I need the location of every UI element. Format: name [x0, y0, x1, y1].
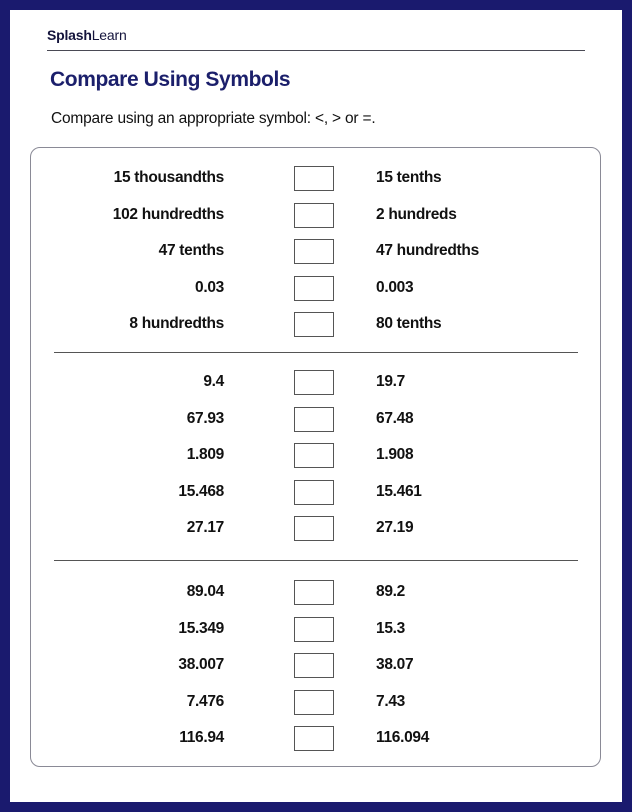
problem-row — [31, 443, 600, 469]
problem-row — [31, 480, 600, 506]
problem-row — [31, 617, 600, 643]
brand-logo — [47, 27, 127, 43]
problem-row — [31, 653, 600, 679]
left-value: 7.476 — [186, 692, 224, 710]
left-value: 15 thousandths — [113, 169, 224, 186]
right-value: 15.3 — [376, 619, 405, 637]
left-value: 1.809 — [186, 446, 224, 463]
answer-box[interactable] — [294, 480, 334, 505]
left-value: 8 hundredths — [129, 315, 224, 332]
brand-logo-regular: Learn — [91, 27, 127, 43]
right-value: 15.461 — [376, 482, 422, 500]
worksheet-page — [10, 10, 622, 802]
right-value: 2 hundreds — [376, 205, 457, 223]
right-value: 80 tenths — [376, 315, 442, 332]
problem-row — [31, 407, 600, 433]
answer-box[interactable] — [294, 239, 334, 264]
answer-box[interactable] — [294, 690, 334, 715]
problem-row — [31, 580, 600, 606]
left-value: 15.349 — [178, 619, 224, 637]
answer-box[interactable] — [294, 726, 334, 751]
instructions: Compare using an appropriate symbol: <, > or =. — [51, 110, 376, 127]
answer-box[interactable] — [294, 516, 334, 541]
answer-box[interactable] — [294, 407, 334, 432]
left-value: 89.04 — [186, 583, 224, 600]
problem-row — [31, 312, 600, 338]
right-value: 47 hundredths — [376, 242, 479, 259]
answer-box[interactable] — [294, 276, 334, 301]
problem-row — [31, 166, 600, 192]
section-divider — [54, 352, 578, 353]
right-value: 0.003 — [376, 278, 414, 296]
right-value: 38.07 — [376, 656, 414, 673]
answer-box[interactable] — [294, 203, 334, 228]
right-value: 1.908 — [376, 446, 414, 463]
problem-row — [31, 690, 600, 716]
left-value: 102 hundredths — [112, 205, 224, 223]
answer-box[interactable] — [294, 653, 334, 678]
right-value: 15 tenths — [376, 169, 442, 186]
left-value: 15.468 — [178, 482, 224, 500]
answer-box[interactable] — [294, 580, 334, 605]
problem-row — [31, 203, 600, 229]
section-divider — [54, 560, 578, 561]
page-title: Compare Using Symbols — [50, 68, 291, 91]
answer-box[interactable] — [294, 166, 334, 191]
problem-row — [31, 516, 600, 542]
right-value: 27.19 — [376, 519, 414, 536]
left-value: 27.17 — [186, 519, 224, 536]
problems-card — [30, 147, 601, 767]
brand-logo-bold: Splash — [47, 27, 92, 43]
problem-row — [31, 370, 600, 396]
header-divider — [47, 50, 585, 51]
left-value: 67.93 — [186, 409, 224, 427]
problem-row — [31, 239, 600, 265]
answer-box[interactable] — [294, 443, 334, 468]
right-value: 19.7 — [376, 373, 405, 390]
left-value: 47 tenths — [158, 242, 224, 259]
left-value: 0.03 — [195, 278, 224, 296]
answer-box[interactable] — [294, 617, 334, 642]
left-value: 116.94 — [179, 729, 224, 746]
left-value: 9.4 — [203, 373, 224, 390]
left-value: 38.007 — [178, 656, 224, 673]
answer-box[interactable] — [294, 312, 334, 337]
right-value: 89.2 — [376, 583, 405, 600]
right-value: 7.43 — [376, 692, 405, 710]
right-value: 116.094 — [376, 729, 430, 746]
answer-box[interactable] — [294, 370, 334, 395]
problem-row — [31, 276, 600, 302]
right-value: 67.48 — [376, 409, 414, 427]
problem-row — [31, 726, 600, 752]
